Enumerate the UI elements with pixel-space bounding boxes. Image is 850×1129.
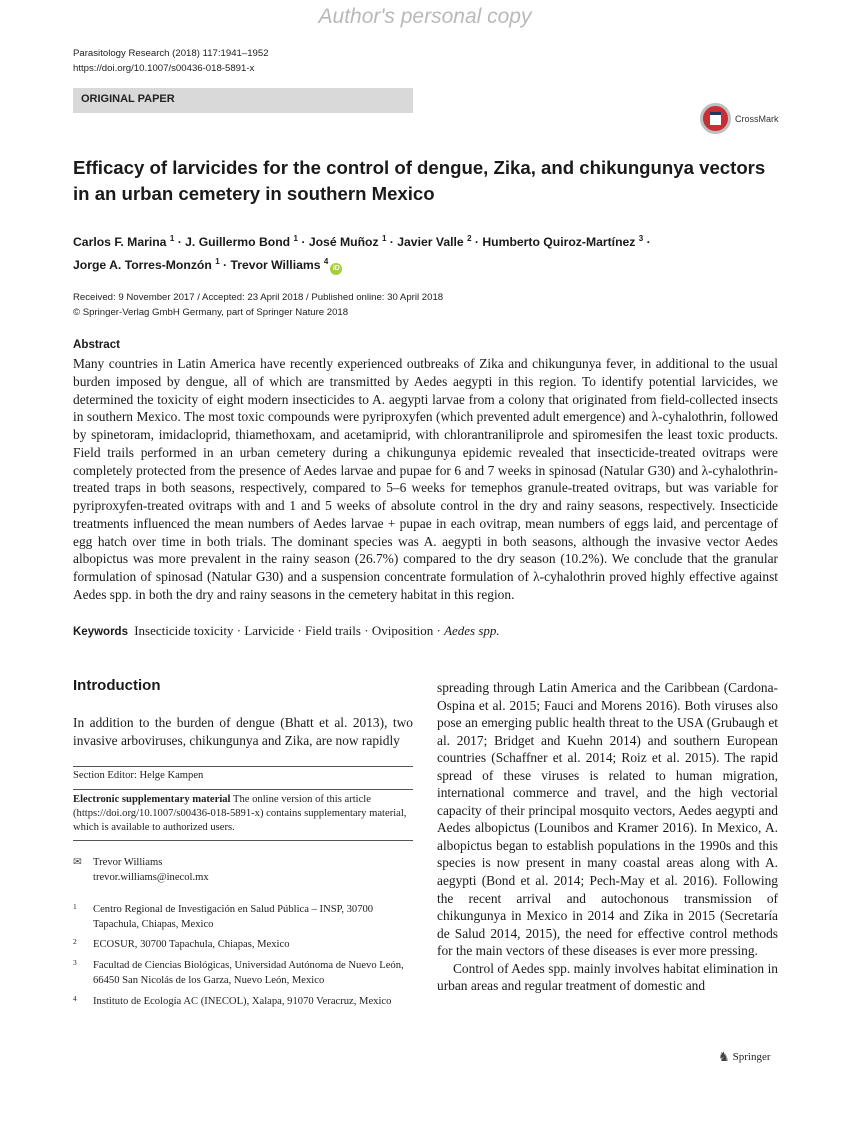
- supplementary-text: The online version of this article (https://doi.org/10.1007/s00436-018-5891-x) contains supplementary material, which is available to authorized users.: [73, 794, 407, 833]
- introduction-right-column: [437, 679, 778, 995]
- affiliation-number: 1: [73, 902, 77, 911]
- crossmark-badge[interactable]: [700, 103, 779, 134]
- divider: [73, 840, 413, 841]
- affiliation: [73, 902, 413, 932]
- author-list: Carlos F. Marina $^1$ · J. Guillermo Bond $^1$ · José Muñoz $^1$ · Javier Valle $^2$ · Humberto Quiroz-Martínez $^3$ · Jorge A. Torres-Monzón $^1$ · Trevor Williams $^4$iD: [73, 229, 773, 275]
- keyword: Oviposition: [371, 623, 434, 638]
- corresponding-email[interactable]: trevor.williams@inecol.mx: [93, 872, 209, 883]
- supplementary-note: [73, 793, 413, 835]
- divider: [73, 789, 413, 790]
- correspondence: [73, 855, 209, 885]
- publication-dates: [73, 291, 443, 320]
- author-name: José Muñoz: [308, 235, 379, 250]
- author-affiliation-mark: 2: [467, 234, 472, 243]
- author-affiliation-mark: 1: [169, 234, 175, 243]
- journal-header: [73, 47, 269, 76]
- author-name: Javier Valle: [397, 235, 464, 250]
- publisher-logo: [718, 1049, 771, 1065]
- author-name: Humberto Quiroz-Martínez: [482, 235, 636, 250]
- journal-citation: Parasitology Research (2018) 117:1941–1952: [73, 48, 269, 59]
- affiliation: [73, 958, 413, 988]
- paper-title: Efficacy of larvicides for the control of dengue, Zika, and chikungunya vectors in an urban cemetery in southern Mexico: [73, 157, 766, 204]
- crossmark-label: CrossMark: [735, 113, 779, 124]
- springer-horse-icon: ♞: [718, 1049, 730, 1064]
- keywords: Keywords Insecticide toxicity · Larvicide · Field trails · Oviposition · Aedes spp.: [73, 623, 500, 638]
- divider: [73, 766, 413, 767]
- watermark: Author's personal copy: [318, 5, 532, 28]
- affiliation-number: 3: [73, 958, 77, 967]
- author-affiliation-mark: 1: [293, 234, 298, 243]
- affiliation-text: Facultad de Ciencias Biológicas, Universidad Autónoma de Nuevo León, 66450 San Nicolás de los Garza, Nuevo León, Mexico: [93, 960, 404, 986]
- author-affiliation-mark: 1: [215, 257, 220, 267]
- section-editor: Section Editor: Helge Kampen: [73, 770, 204, 781]
- keyword: Aedes spp.: [444, 623, 500, 638]
- abstract-text: Many countries in Latin America have recently experienced outbreaks of Zika and chikungunya fever, in additional to the usual burden imposed by dengue, all of which are transmitted by Aedes aegypti in this region. To identify potential larvicides, we determined the toxicity of eight modern insecticides to A. aegypti larvae from a colony that originated from field-collected insects in southern Mexico. The most toxic compounds were pyriproxyfen (which prevented adult emergence) and λ-cyhalothrin, followed by spinetoram, imidacloprid, thiamethoxam, and acetamiprid, with chlorantraniliprole and spiromesifen the least toxic products. Field trails performed in an urban cemetery during a chikungunya epidemic revealed that insecticide-treated ovitraps were completely protected from the presence of Aedes larvae and pupae for 6 and 7 weeks in spinosad (Natular G30) and λ-cyhalothrin-treated traps in both seasons, respectively, compared to 5–6 weeks for temephos granule-treated ovitraps, but was variable for pyriproxyfen-treated ovitraps with and 1 and 5 weeks of absolute control in the dry and rainy seasons, respectively. Insecticide treatments influenced the mean numbers of Aedes larvae + pupae in each ovitrap, mean numbers of eggs laid, and percentage of egg hatch over time in both trials. The dominant species was A. aegypti in both seasons, although the invasive vector Aedes albopictus was more prevalent in the rainy season (26.7%) compared to the dry season (10.2%). We conclude that the granular formulation of spinosad (Natular G30) and a suspension concentrate formulation of λ-cyhalothrin proved highly effective against Aedes spp. in both the dry and rainy seasons in the cemetery habitat in this region.: [73, 356, 778, 602]
- date-line: Received: 9 November 2017 / Accepted: 23 April 2018 / Published online: 30 April 2018: [73, 292, 444, 303]
- abstract-heading: Abstract: [73, 338, 121, 351]
- introduction-heading: Introduction: [73, 677, 161, 694]
- introduction-left-text: In addition to the burden of dengue (Bhatt et al. 2013), two invasive arboviruses, chikungunya and Zika, are now rapidly: [73, 715, 413, 748]
- affiliation-text: ECOSUR, 30700 Tapachula, Chiapas, Mexico: [93, 939, 290, 950]
- keyword: Field trails: [305, 623, 361, 638]
- author-name: J. Guillermo Bond: [185, 235, 291, 250]
- affiliation-number: 4: [73, 994, 77, 1003]
- affiliation-text: Centro Regional de Investigación en Salud Pública – INSP, 30700 Tapachula, Chiapas, Mexico: [93, 904, 374, 930]
- affiliation: [73, 937, 413, 952]
- orcid-icon[interactable]: iD: [330, 263, 342, 275]
- keyword: Insecticide toxicity: [134, 623, 234, 638]
- author-name: Jorge A. Torres-Monzón: [73, 258, 212, 273]
- introduction-paragraph: Control of Aedes spp. mainly involves habitat elimination in urban areas and regular treatment of domestic and: [437, 960, 778, 994]
- supplementary-label: Electronic supplementary material: [73, 794, 231, 805]
- keywords-label: Keywords: [73, 626, 128, 638]
- keyword: Larvicide: [244, 623, 295, 638]
- introduction-paragraph: spreading through Latin America and the Caribbean (Cardona-Ospina et al. 2015; Fauci and Morens 2016). Both viruses also pose an emerging public health threat to the USA (Grubaugh et al. 2017; Bridget and Kuehn 2014) and southern European countries (Schaffner et al. 2014; Roiz et al. 2015). The rapid spread of these viruses is related to human migration, international commerce and travel, and the high vectorial capacity of their principal mosquito vectors, Aedes aegypti and Aedes albopictus (Lounibos and Kramer 2016). In Mexico, A. albopictus began to establish populations in the 1990s and this species is now present in many coastal areas along with A. aegypti (Bond et al. 2014; Pech-May et al. 2016). Following the recent arrival and autochonous transmission of chikungunya in Mexico in 2014 and Zika in 2015 (Secretaría de Salud 2014, 2015), the need for effective control methods for the main vectors of these diseases is ever more pressing.: [437, 680, 778, 959]
- affiliation: [73, 994, 413, 1009]
- affiliation-number: 2: [73, 937, 77, 946]
- author-name: Trevor Williams: [230, 258, 321, 273]
- author-affiliation-mark: 4: [323, 257, 329, 267]
- affiliation-text: Instituto de Ecología AC (INECOL), Xalapa, 91070 Veracruz, Mexico: [93, 996, 392, 1007]
- crossmark-icon: [700, 103, 731, 134]
- corresponding-author: Trevor Williams: [93, 857, 163, 868]
- envelope-icon: ✉: [73, 857, 82, 868]
- journal-doi[interactable]: https://doi.org/10.1007/s00436-018-5891-x: [73, 62, 255, 74]
- author-name: Carlos F. Marina: [73, 235, 167, 250]
- copyright-line: © Springer-Verlag GmbH Germany, part of Springer Nature 2018: [73, 306, 349, 318]
- article-type-banner: ORIGINAL PAPER: [73, 88, 413, 113]
- publisher-name: Springer: [732, 1051, 771, 1063]
- author-affiliation-mark: 3: [638, 234, 644, 243]
- author-affiliation-mark: 1: [381, 234, 387, 243]
